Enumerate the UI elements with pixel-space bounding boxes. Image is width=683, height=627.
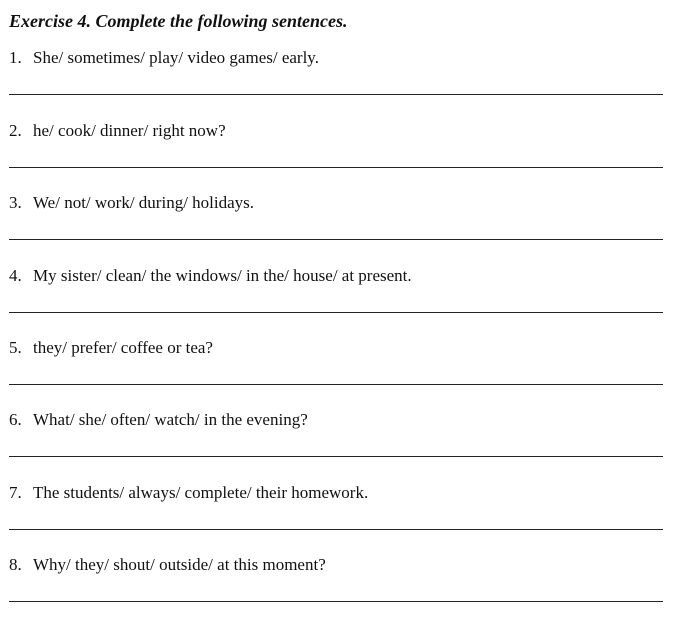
exercise-title: Exercise 4. Complete the following sentences.	[9, 11, 348, 31]
item-sentence	[9, 555, 326, 575]
answer-line[interactable]	[9, 601, 663, 602]
exercise-item-2	[9, 121, 663, 193]
answer-line[interactable]	[9, 312, 663, 313]
answer-line[interactable]	[9, 456, 663, 457]
exercise-item-3	[9, 193, 663, 265]
item-number: 1.	[9, 48, 22, 67]
exercise-item-8	[9, 555, 663, 627]
item-prompt: She/ sometimes/ play/ video games/ early.	[33, 48, 319, 67]
item-prompt: The students/ always/ complete/ their homework.	[33, 483, 369, 502]
item-sentence	[9, 483, 368, 503]
item-number: 4.	[9, 266, 22, 285]
exercise-item-5	[9, 338, 663, 410]
answer-line[interactable]	[9, 239, 663, 240]
item-sentence	[9, 121, 226, 141]
answer-line[interactable]	[9, 167, 663, 168]
item-sentence	[9, 410, 308, 430]
item-number: 2.	[9, 121, 22, 140]
item-number: 8.	[9, 555, 22, 574]
item-sentence	[9, 266, 412, 286]
item-sentence	[9, 193, 254, 213]
item-number: 3.	[9, 193, 22, 212]
answer-line[interactable]	[9, 529, 663, 530]
item-number: 5.	[9, 338, 22, 357]
item-prompt: We/ not/ work/ during/ holidays.	[33, 193, 255, 212]
item-sentence	[9, 48, 319, 68]
answer-line[interactable]	[9, 384, 663, 385]
exercise-item-4	[9, 266, 663, 338]
item-prompt: What/ she/ often/ watch/ in the evening?	[33, 410, 308, 429]
item-sentence	[9, 338, 213, 358]
exercise-item-1	[9, 48, 663, 120]
item-prompt: he/ cook/ dinner/ right now?	[33, 121, 226, 140]
exercise-item-7	[9, 483, 663, 555]
item-prompt: My sister/ clean/ the windows/ in the/ house/ at present.	[33, 266, 412, 285]
item-number: 7.	[9, 483, 22, 502]
item-prompt: they/ prefer/ coffee or tea?	[33, 338, 213, 357]
item-number: 6.	[9, 410, 22, 429]
item-prompt: Why/ they/ shout/ outside/ at this moment?	[33, 555, 326, 574]
answer-line[interactable]	[9, 94, 663, 95]
exercise-item-6	[9, 410, 663, 482]
